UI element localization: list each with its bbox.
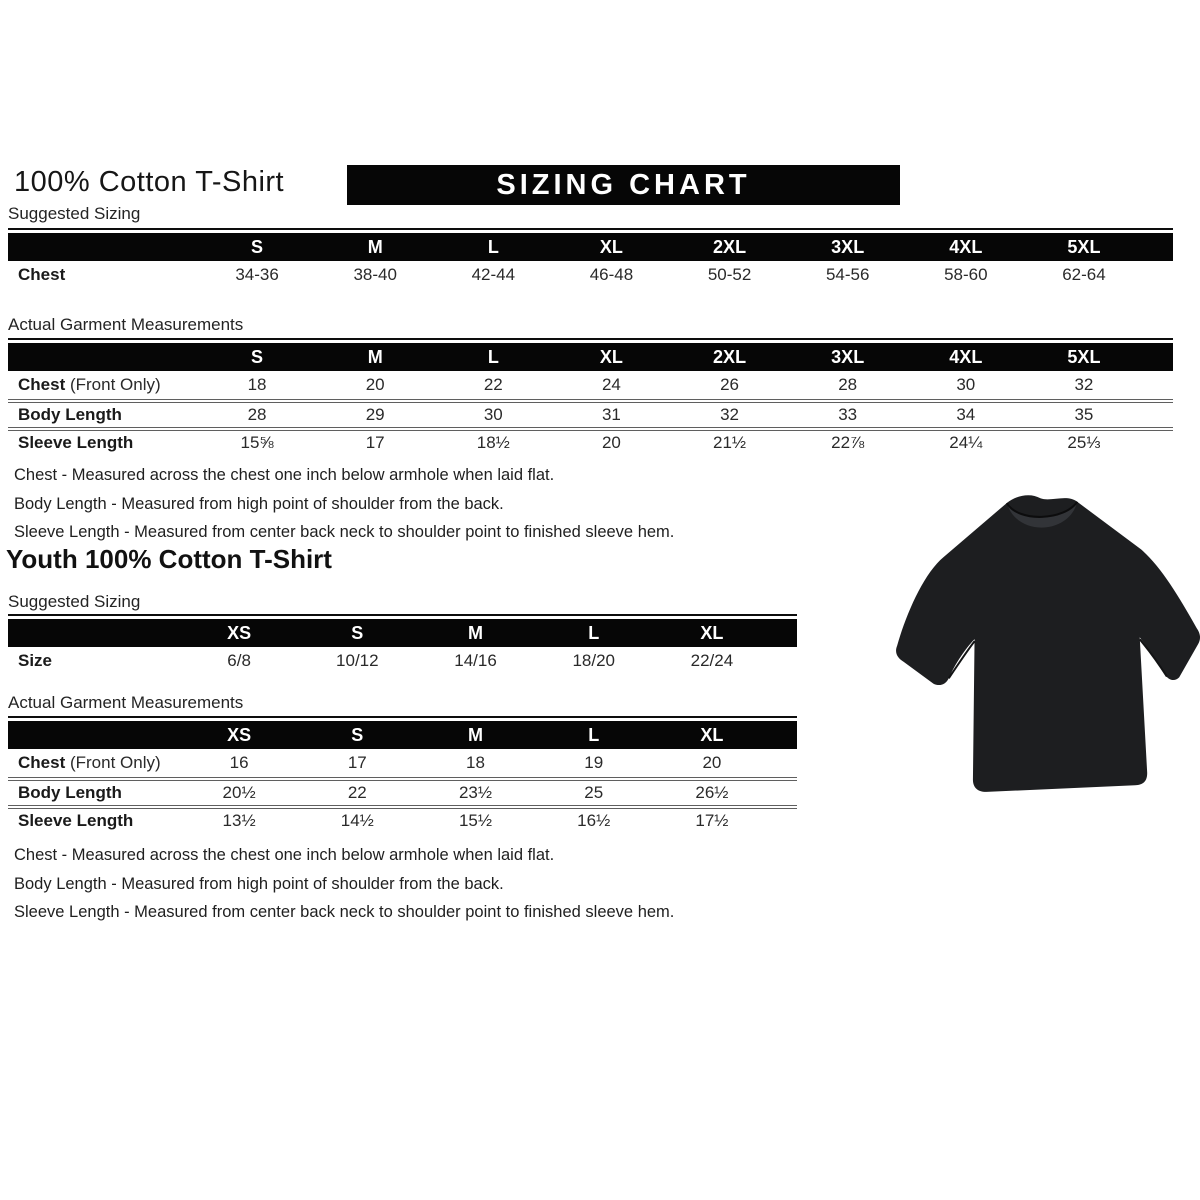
table-cell-value: 14½ — [340, 811, 374, 830]
table-cell-value: 46-48 — [589, 265, 634, 284]
table-cell-value: 25 — [584, 783, 604, 802]
table-header-row — [8, 619, 797, 647]
table-cell-value: 22/24 — [690, 651, 734, 670]
table-cell-value: 23½ — [458, 783, 493, 802]
column-header-3xl: 3XL — [831, 346, 865, 367]
youth-suggested-sizing-table — [8, 614, 797, 675]
table-cell-value: 35 — [1074, 405, 1094, 424]
table-cell-value: 18½ — [476, 433, 510, 452]
table-cell-value: 10/12 — [336, 651, 379, 670]
column-header-s: S — [251, 236, 264, 257]
table-cell-value: 58-60 — [944, 265, 988, 284]
table-row — [8, 371, 1173, 399]
column-header-l: L — [487, 236, 499, 257]
table-cell-value: 20 — [702, 753, 722, 772]
note-line: Body Length - Measured from high point of shoulder from the back. — [14, 494, 504, 513]
note-line: Body Length - Measured from high point of shoulder from the back. — [14, 874, 504, 893]
tshirt-image — [890, 489, 1200, 797]
youth-measurement-notes — [14, 841, 674, 927]
column-header-2xl: 2XL — [713, 236, 747, 257]
column-header-5xl: 5XL — [1067, 346, 1101, 367]
note-line: Sleeve Length - Measured from center back neck to shoulder point to finished sleeve hem. — [14, 523, 675, 541]
tshirt-body-shape — [893, 492, 1200, 793]
row-label — [8, 753, 180, 773]
row-label-bold: Size — [18, 651, 53, 670]
table-cell-value: 22⅞ — [831, 433, 865, 452]
table-cell-value: 16 — [229, 753, 249, 772]
table-cell-value: 26 — [720, 375, 740, 394]
table-header-row — [8, 343, 1173, 371]
table-cell-value: 28 — [838, 375, 858, 394]
column-header-4xl: 4XL — [949, 346, 983, 367]
table-top-rule — [8, 338, 1173, 340]
column-header-xl: XL — [599, 346, 623, 367]
note-line: Sleeve Length - Measured from center back neck to shoulder point to finished sleeve hem. — [14, 903, 675, 921]
table-top-rule — [8, 614, 797, 616]
sizing-chart-banner — [347, 165, 900, 205]
table-cell-value: 18 — [247, 375, 267, 394]
table-cell-value: 34-36 — [235, 265, 279, 284]
table-cell-value: 15⅝ — [240, 433, 274, 452]
table-cell-value: 54-56 — [825, 265, 870, 284]
column-header-m: M — [367, 236, 383, 257]
table-cell-value: 19 — [584, 753, 604, 772]
table-cell-value: 6/8 — [227, 651, 251, 670]
table-cell-value: 38-40 — [353, 265, 397, 284]
table-cell-value: 16½ — [577, 811, 611, 830]
note-line: Chest - Measured across the chest one inch below armhole when laid flat. — [14, 466, 555, 484]
column-header-xs: XS — [227, 724, 252, 745]
column-header-2xl: 2XL — [713, 346, 747, 367]
table-cell-value: 22 — [347, 783, 367, 802]
table-row — [8, 261, 1173, 289]
row-label-bold: Body Length — [18, 405, 122, 424]
table-cell-value: 17 — [365, 433, 385, 452]
adult-suggested-sizing-table — [8, 228, 1173, 289]
column-header-m: M — [468, 724, 483, 745]
table-cell-value: 18 — [466, 753, 485, 772]
column-header-xl: XL — [700, 622, 724, 643]
youth-actual-measurements-table — [8, 716, 797, 833]
table-cell-value: 31 — [601, 405, 621, 424]
table-cell-value: 24 — [601, 375, 621, 394]
table-cell-value: 14/16 — [454, 651, 497, 670]
column-header-l: L — [588, 724, 600, 745]
table-cell-value: 24¼ — [949, 433, 983, 452]
tshirt-illustration — [890, 489, 1200, 797]
table-top-rule — [8, 716, 797, 718]
youth-suggested-sizing-label: Suggested Sizing — [8, 592, 141, 611]
youth-section-title: Youth 100% Cotton T-Shirt — [6, 544, 332, 574]
youth-actual-measurements-label: Actual Garment Measurements — [8, 693, 244, 712]
adult-actual-measurements-table — [8, 338, 1173, 455]
table-cell-value: 30 — [483, 405, 503, 424]
column-header-4xl: 4XL — [949, 236, 983, 257]
table-header-row — [8, 721, 797, 749]
row-label-bold: Sleeve Length — [18, 811, 134, 830]
column-header-s: S — [351, 724, 364, 745]
table-cell-value: 25⅓ — [1067, 433, 1101, 452]
column-header-xs: XS — [227, 622, 252, 643]
row-label-suffix: (Front Only) — [65, 753, 161, 772]
column-header-s: S — [251, 346, 264, 367]
table-row — [8, 749, 797, 777]
table-cell-value: 32 — [1074, 375, 1094, 394]
row-label-bold: Chest — [18, 753, 66, 772]
table-cell-value: 62-64 — [1062, 265, 1106, 284]
table-cell-value: 42-44 — [471, 265, 516, 284]
note-line: Chest - Measured across the chest one inch below armhole when laid flat. — [14, 846, 555, 864]
table-cell-value: 15½ — [458, 811, 493, 830]
row-label — [8, 651, 180, 671]
table-header-row — [8, 233, 1173, 261]
column-header-xl: XL — [599, 236, 623, 257]
adult-actual-measurements-label: Actual Garment Measurements — [8, 315, 244, 334]
column-header-3xl: 3XL — [831, 236, 865, 257]
table-row — [8, 427, 1173, 455]
table-cell-value: 20 — [601, 433, 621, 452]
table-cell-value: 28 — [247, 405, 267, 424]
row-label-bold: Body Length — [18, 783, 122, 802]
table-row — [8, 805, 797, 833]
row-label — [8, 783, 180, 803]
table-cell-value: 17 — [347, 753, 367, 772]
row-label — [8, 433, 198, 453]
row-label-suffix: (Front Only) — [65, 375, 161, 394]
adult-section-title: 100% Cotton T-Shirt — [14, 166, 285, 198]
table-cell-value: 34 — [956, 405, 976, 424]
table-cell-value: 13½ — [222, 811, 256, 830]
column-header-xl: XL — [700, 724, 724, 745]
table-cell-value: 18/20 — [572, 651, 615, 670]
table-cell-value: 29 — [365, 405, 385, 424]
adult-measurement-notes — [14, 461, 674, 547]
table-cell-value: 20 — [365, 375, 385, 394]
adult-suggested-sizing-label: Suggested Sizing — [8, 204, 141, 223]
row-label — [8, 375, 198, 395]
table-row — [8, 399, 1173, 427]
column-header-5xl: 5XL — [1067, 236, 1101, 257]
table-cell-value: 20½ — [222, 783, 256, 802]
column-header-m: M — [367, 346, 383, 367]
table-cell-value: 21½ — [713, 433, 747, 452]
table-cell-value: 26½ — [695, 783, 729, 802]
table-row — [8, 777, 797, 805]
column-header-l: L — [588, 622, 600, 643]
row-label — [8, 811, 180, 831]
table-row — [8, 647, 797, 675]
column-header-l: L — [487, 346, 499, 367]
row-label — [8, 265, 198, 285]
row-label-bold: Sleeve Length — [18, 433, 134, 452]
table-top-rule — [8, 228, 1173, 230]
row-label — [8, 405, 198, 425]
row-label-bold: Chest — [18, 375, 66, 394]
table-cell-value: 33 — [838, 405, 858, 424]
sizing-chart-banner-text: SIZING CHART — [496, 168, 751, 201]
row-label-bold: Chest — [18, 265, 66, 284]
table-cell-value: 30 — [956, 375, 976, 394]
table-cell-value: 32 — [720, 405, 740, 424]
table-cell-value: 50-52 — [707, 265, 752, 284]
column-header-m: M — [468, 622, 483, 643]
column-header-s: S — [351, 622, 364, 643]
table-cell-value: 22 — [483, 375, 503, 394]
table-cell-value: 17½ — [695, 811, 729, 830]
